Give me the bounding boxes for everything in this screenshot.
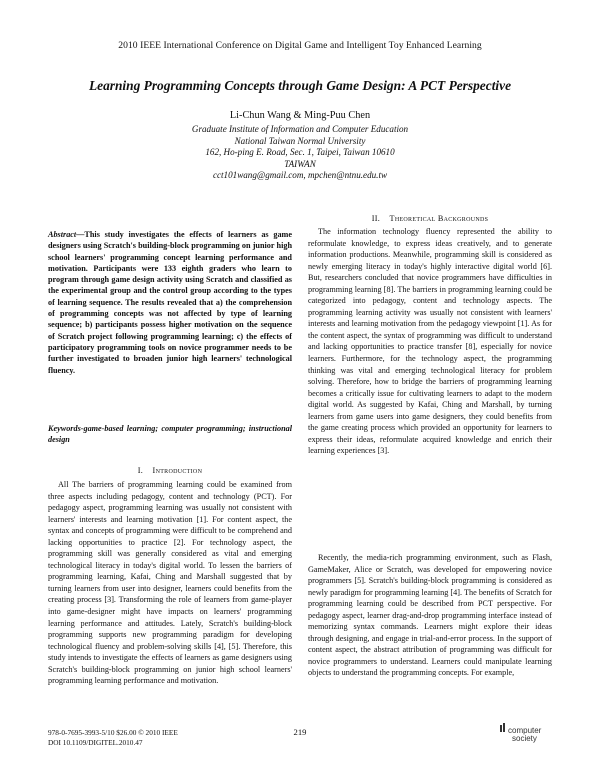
abstract-text: This study investigates the effects of learners as game designers using Scratch's building-block programming on junior high school learners' programming concept learning performance and motivation. Participants were 133 eighth graders who learn to program through game design activity using Scratch and classified as the experimental group and the control group according to the types of learning sequence. The results revealed that a) the comprehension of programming concepts was not affected by type of learning sequence; b) participants possess higher motivation on the sequence of Scratch project following programming learning; c) the effects of participatory programming tools on novice programmer needs to be further investigated to broaden junior high learners' technological fluency. [48,230,292,375]
affiliation-emails: cct101wang@gmail.com, mpchen@ntnu.edu.tw [212,170,388,181]
backgrounds-paragraph-2: Recently, the media-rich programming environment, such as Flash, GameMaker, Alice or Scratch, was developed for empowering novice programmers [5]. Scratch's building-block programming is considered as newly paradigm for programming learning [4]. The benefits of Scratch for programming learning could be described from PCT perspective. For pedagogy aspect, learner drag-and-drop programming interface instead of memorizing syntax commands. Learners might explore their ideas through designing, and engage in trial-and-error process. In the support of content aspect, the abstract attribution of programming was difficult for novice programmers to understand. Learners could manipulate learning objects to understand the programming concepts. For example, [308,553,552,678]
section-title: Introduction [152,466,203,475]
affiliation-address: 162, Ho-ping E. Road, Sec. 1, Taipei, Taiwan 10610 [205,147,395,158]
keywords [48,423,292,446]
paper-title: Learning Programming Concepts through Game Design: A PCT Perspective [88,78,512,93]
section-numeral: II. [371,214,381,223]
doi-line: DOI 10.1109/DIGITEL.2010.47 [48,737,143,747]
keywords-label: Keywords- [48,424,84,433]
keywords-text: game-based learning; computer programming; instructional design [48,424,292,445]
section-title: Theoretical Backgrounds [389,214,489,223]
section-heading-backgrounds [308,213,552,225]
affiliation-country: TAIWAN [284,158,316,169]
paper-authors: Li-Chun Wang & Ming-Puu Chen [229,110,371,121]
logo-word-computer: computer [508,726,542,735]
page-number: 219 [293,727,307,737]
conference-header: 2010 IEEE International Conference on Digital Game and Intelligent Toy Enhanced Learning [118,40,482,51]
logo-word-society: society [512,734,537,743]
abstract-label: Abstract— [48,230,85,239]
introduction-paragraph: All The barriers of programming learning could be examined from three aspects including pedagogy, content and technology (PCT). For pedagogy aspect, programming learning was usually not consistent with learners' interests and learning motivation [1]. For content aspect, the syntax and concepts of programming were difficult to be comprehend and lacking opportunities to practice [2]. For technology aspect, the programming skill was generally considered as vital and emerging technological literacy in today's digital world. To lessen the barriers of programming learning, Kafai, Ching and Marshall suggested that by turning learners from user into designer, learners could benefits from the creating process [3]. Transforming the role of learners from game-player into game-designer might have impacts on learners' programming learning performance and attitudes. Lately, Scratch's building-block programming supports new programming paradigm for developing technological fluency and problem-solving skills [4], [5]. Therefore, this study intends to investigate the effects of learners as game designers using Scratch's building-block programming on junior high school learners' programming learning performance and motivation. [48,480,292,686]
author-affiliation [0,124,600,182]
copyright-line: 978-0-7695-3993-5/10 $26.00 © 2010 IEEE [48,728,178,737]
abstract [48,229,292,376]
logo-wordmark [508,727,541,743]
section-heading-introduction [48,465,292,477]
affiliation-institute: Graduate Institute of Information and Computer Education [191,124,409,134]
section-numeral: I. [137,466,144,475]
backgrounds-paragraph-1: The information technology fluency represented the ability to reformulate knowledge, to express ideas creatively, and to generate information productions. Meanwhile, programming skill is considered as newly emerging literacy in today's highly interactive digital world [6]. But, researchers concluded that novice programmers have difficulties in programming learning [8]. The barriers in programming learning could be categorized into pedagogy, content and technology aspects. The programming learning activity was usually not consistent with learners' interests and learning motivation from the pedagogy viewpoint [1]. As for the content aspect, the syntax of programming was difficult to understand and lacking opportunities to practice transfer [8], especially for novice learners. Furthermore, for the technology aspect, the programming thinking was vital and emerging technological literacy for problem solving. Therefore, how to bridge the barriers of programming learning becomes a critically issue for cultivating learners to adapt to the modern digital world. As suggested by Kafai, Ching and Marshall, by turning learners from game users into game designers, they could benefits from the game creating process which provided an opportunity for learners to express their ideas, reformulate acquired knowledge and enrich their learning experiences [3]. [308,227,552,456]
logo-mark-icon [500,723,505,732]
affiliation-university: National Taiwan Normal University [234,135,366,146]
